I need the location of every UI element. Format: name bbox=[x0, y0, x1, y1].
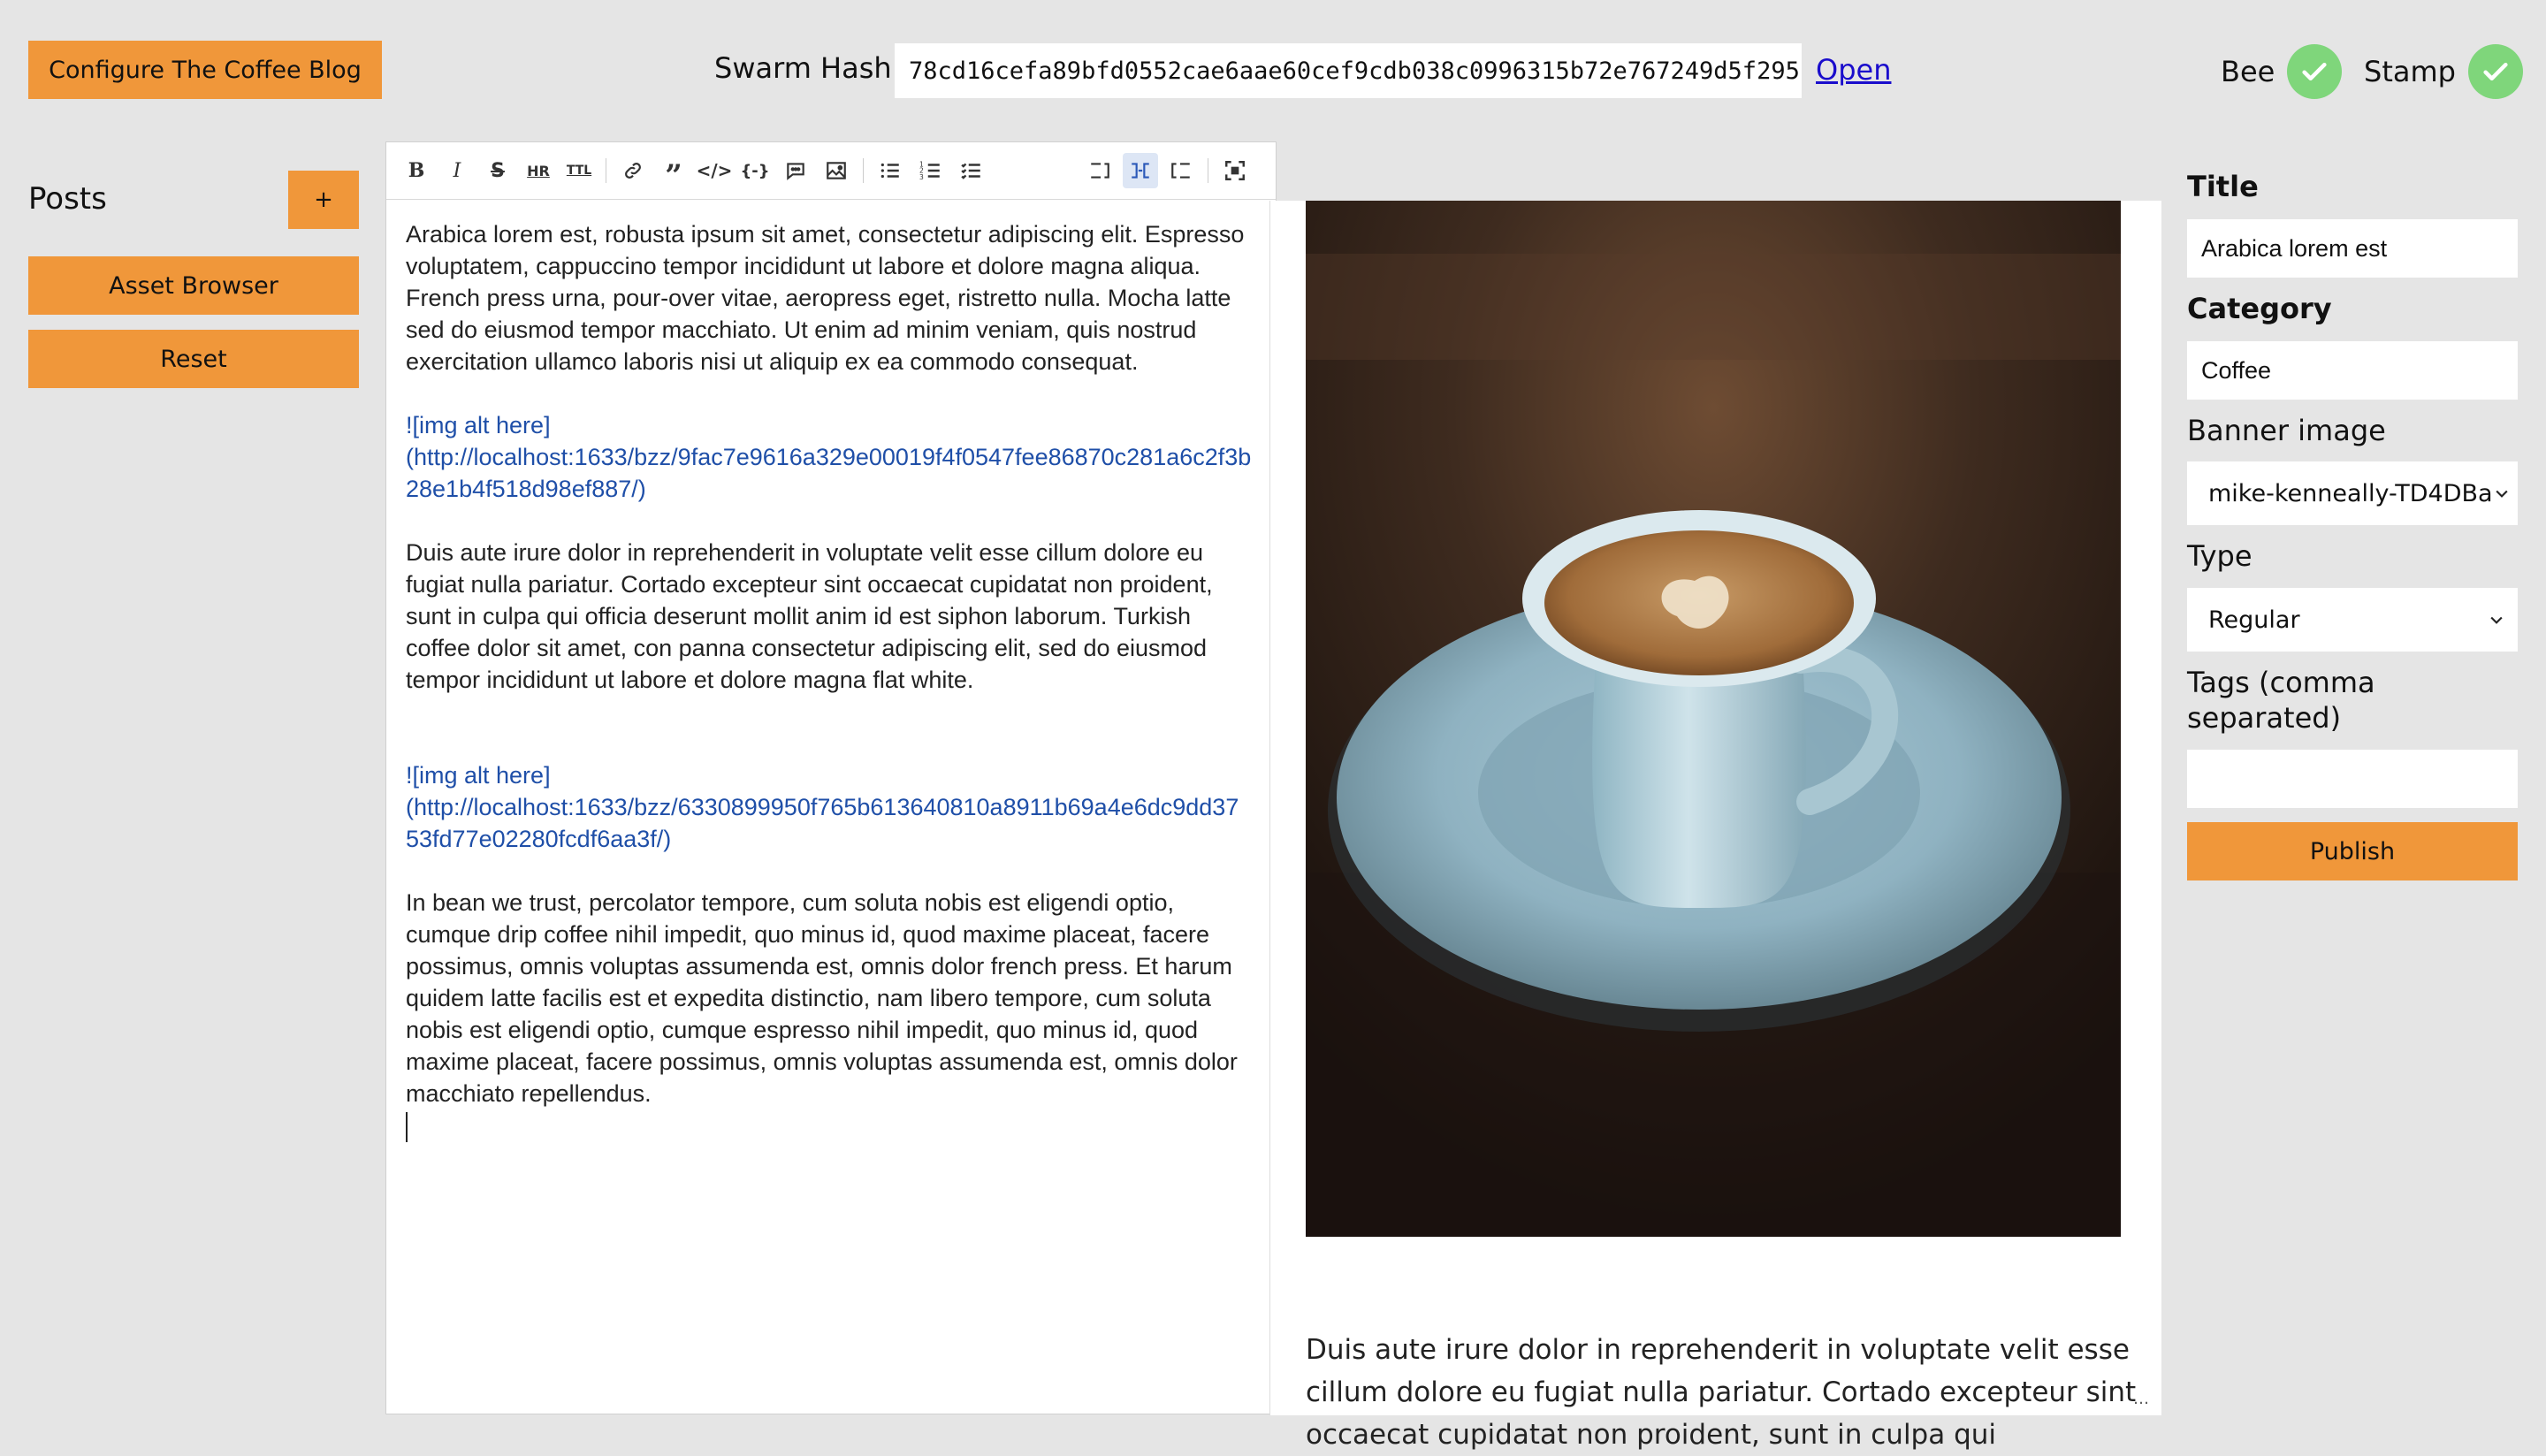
type-select[interactable] bbox=[2187, 588, 2518, 652]
check-icon bbox=[2287, 44, 2342, 99]
hr-icon[interactable]: HR bbox=[527, 162, 550, 179]
posts-heading: Posts bbox=[28, 181, 107, 217]
markdown-image-alt: ![img alt here] bbox=[406, 412, 551, 438]
markdown-image-url: (http://localhost:1633/bzz/9fac7e9616a329e00019f4f0547fee86870c281a6c2f3b28e1b4f518d98ef887/) bbox=[406, 444, 1252, 502]
title-input[interactable]: Arabica lorem est bbox=[2187, 219, 2518, 278]
banner-image-label: Banner image bbox=[2187, 414, 2386, 447]
bullet-list-icon[interactable] bbox=[873, 153, 908, 188]
strikethrough-icon[interactable]: S bbox=[491, 159, 505, 182]
preview-paragraph: Duis aute irure dolor in reprehenderit in voluptate velit esse cillum dolore eu fugiat nulla pariatur. Cortado excepteur sint occaecat cupidatat non proident, sunt in culpa qui bbox=[1306, 1334, 2137, 1451]
link-icon[interactable] bbox=[615, 153, 651, 188]
italic-icon[interactable]: I bbox=[453, 159, 461, 182]
toolbar-view-controls bbox=[1082, 153, 1258, 188]
asset-browser-button[interactable]: Asset Browser bbox=[28, 256, 359, 315]
markdown-image-alt: ![img alt here] bbox=[406, 762, 551, 789]
markdown-paragraph: In bean we trust, percolator tempore, cum soluta nobis est eligendi optio, cumque drip coffee nihil impedit, quo minus id, quod maxime placeat, facere possimus, omnis voluptas assumenda est, omnis dolor french press. Et harum quidem latte facilis est et expedita distinctio, nam libero tempore, cum soluta nobis est eligendi optio, cumque espresso nihil impedit, quo minus id, quod maxime placeat, facere possimus, omnis voluptas assumenda est, omnis dolor macchiato repellendus. bbox=[406, 887, 1252, 1142]
svg-text:2: 2 bbox=[919, 166, 924, 175]
reset-button[interactable]: Reset bbox=[28, 330, 359, 388]
configure-blog-button[interactable]: Configure The Coffee Blog bbox=[28, 41, 382, 99]
task-list-icon[interactable] bbox=[954, 153, 989, 188]
svg-text:3: 3 bbox=[919, 172, 924, 181]
swarm-hash-label: Swarm Hash bbox=[714, 51, 892, 85]
bee-status bbox=[2221, 44, 2342, 99]
espresso-cup-photo bbox=[1306, 201, 2121, 1237]
markdown-paragraph: Duis aute irure dolor in reprehenderit in voluptate velit esse cillum dolore eu fugiat nulla pariatur. Cortado excepteur sint occaecat cupidatat non proident, sunt in culpa qui officia deserunt mollit anim id est siphon laborum. Turkish coffee dolor sit amet, con panna consectetur adipiscing elit, sed do eiusmod tempor incididunt ut labore et dolore magna flat white. bbox=[406, 539, 1213, 693]
title-icon[interactable]: TTL bbox=[566, 164, 592, 178]
text-cursor bbox=[406, 1112, 408, 1142]
type-label: Type bbox=[2187, 539, 2253, 573]
editor-toolbar bbox=[386, 142, 1276, 200]
markdown-input[interactable] bbox=[386, 201, 1270, 1415]
ordered-list-icon[interactable] bbox=[913, 153, 949, 188]
svg-text:1: 1 bbox=[919, 160, 924, 169]
category-label: Category bbox=[2187, 292, 2332, 325]
resize-handle-icon[interactable]: … bbox=[2133, 1390, 2149, 1408]
markdown-image-link bbox=[406, 759, 1252, 855]
comment-icon[interactable] bbox=[778, 153, 813, 188]
banner-image-value: mike-kenneally-TD4DBa bbox=[2208, 479, 2493, 507]
markdown-image-url: (http://localhost:1633/bzz/6330899950f765b613640810a8911b69a4e6dc9dd3753fd77e02280fcdf6aa3f/) bbox=[406, 794, 1239, 852]
banner-image-select[interactable] bbox=[2187, 461, 2518, 525]
toolbar-divider bbox=[863, 158, 864, 183]
code-block-icon[interactable]: {-} bbox=[740, 161, 770, 180]
tags-label: Tags (comma separated) bbox=[2187, 666, 2375, 735]
fullscreen-icon[interactable] bbox=[1217, 153, 1253, 188]
bold-icon[interactable]: B bbox=[408, 159, 425, 182]
markdown-image-link bbox=[406, 409, 1252, 505]
stamp-label: Stamp bbox=[2364, 55, 2456, 88]
chevron-down-icon bbox=[2488, 611, 2505, 629]
stamp-status bbox=[2364, 44, 2523, 99]
markdown-preview bbox=[1270, 201, 2161, 1451]
image-icon[interactable] bbox=[819, 153, 854, 188]
tags-input[interactable] bbox=[2187, 750, 2518, 808]
split-view-icon[interactable] bbox=[1123, 153, 1158, 188]
open-link[interactable]: Open bbox=[1816, 53, 1892, 87]
type-value: Regular bbox=[2208, 606, 2300, 634]
add-post-button[interactable]: + bbox=[288, 171, 359, 229]
preview-image bbox=[1306, 201, 2121, 1237]
category-input[interactable]: Coffee bbox=[2187, 341, 2518, 400]
check-icon bbox=[2468, 44, 2523, 99]
editor-body bbox=[386, 201, 2149, 1451]
editor-only-icon[interactable] bbox=[1082, 153, 1117, 188]
title-label: Title bbox=[2187, 170, 2259, 203]
markdown-editor bbox=[385, 141, 2149, 1451]
preview-only-icon[interactable] bbox=[1163, 153, 1199, 188]
markdown-paragraph: Arabica lorem est, robusta ipsum sit amet, consectetur adipiscing elit. Espresso voluptatem, cappuccino tempor incididunt ut labore et dolore magna aliqua. French press urna, pour-over vitae, aeropress eget, ristretto nulla. Mocha latte sed do eiusmod tempor macchiato. Ut enim ad minim veniam, quis nostrud exercitation ullamco laboris nisi ut aliquip ex ea commodo consequat. bbox=[406, 221, 1245, 375]
bee-label: Bee bbox=[2221, 55, 2275, 88]
chevron-down-icon bbox=[2493, 484, 2511, 502]
publish-button[interactable]: Publish bbox=[2187, 822, 2518, 880]
quote-icon[interactable]: ” bbox=[665, 158, 682, 194]
swarm-hash-field[interactable]: 78cd16cefa89bfd0552cae6aae60cef9cdb038c0996315b72e767249d5f295 bbox=[895, 43, 1802, 98]
code-icon[interactable]: </> bbox=[696, 160, 733, 181]
